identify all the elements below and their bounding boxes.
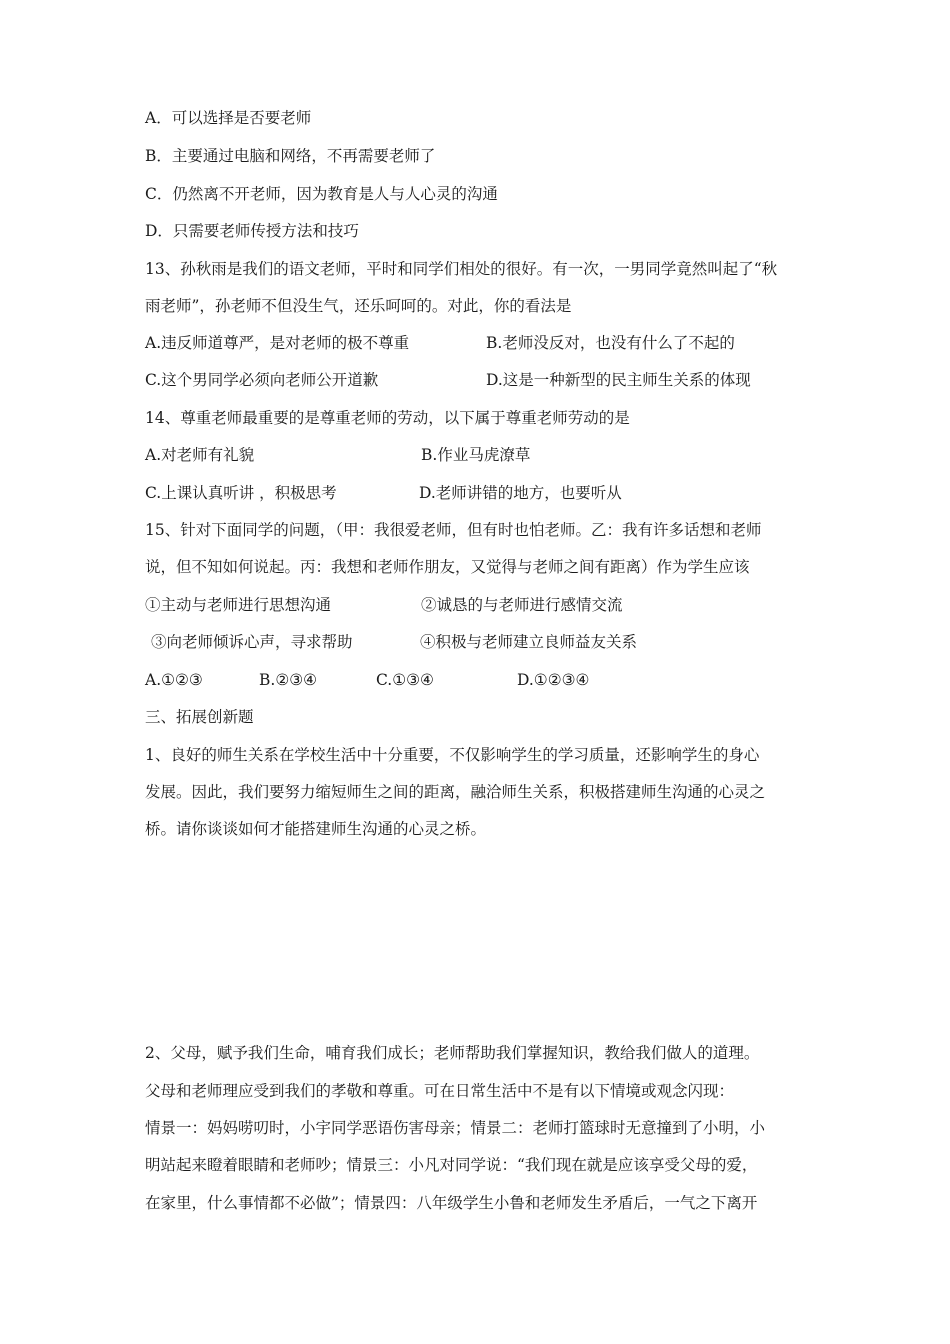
q14-option-c: C.上课认真听讲 ，积极思考 bbox=[145, 484, 337, 502]
s3-q2-line3: 情景一：妈妈唠叨时，小宇同学恶语伤害母亲；情景二：老师打篮球时无意撞到了小明，小 bbox=[145, 1119, 766, 1137]
q12-option-b: B．主要通过电脑和网络，不再需要老师了 bbox=[145, 147, 436, 165]
q14-stem: 14、尊重老师最重要的是尊重老师的劳动，以下属于尊重老师劳动的是 bbox=[145, 409, 630, 427]
s3-q1-line2: 发展。因此，我们要努力缩短师生之间的距离，融洽师生关系，积极搭建师生沟通的心灵之 bbox=[145, 783, 766, 801]
q15-item-2: ②诚恳的与老师进行感情交流 bbox=[421, 596, 623, 614]
q13-option-b: B.老师没反对，也没有什么了不起的 bbox=[486, 334, 735, 352]
q15-stem-line1: 15、针对下面同学的问题，（甲：我很爱老师，但有时也怕老师。乙：我有许多话想和老师 bbox=[145, 521, 762, 539]
s3-q1-line3: 桥。请你谈谈如何才能搭建师生沟通的心灵之桥。 bbox=[145, 820, 487, 838]
q15-option-c: C.①③④ bbox=[376, 671, 434, 689]
s3-q1-line1: 1、良好的师生关系在学校生活中十分重要，不仅影响学生的学习质量，还影响学生的身心 bbox=[145, 746, 760, 764]
q15-option-d: D.①②③④ bbox=[517, 671, 590, 689]
q15-option-a: A.①②③ bbox=[145, 671, 203, 689]
q12-option-a: A．可以选择是否要老师 bbox=[145, 109, 312, 127]
q15-item-4: ④积极与老师建立良师益友关系 bbox=[420, 633, 638, 651]
q15-item-1: ①主动与老师进行思想沟通 bbox=[145, 596, 332, 614]
q12-option-c: C．仍然离不开老师，因为教育是人与人心灵的沟通 bbox=[145, 185, 498, 203]
q14-option-b: B.作业马虎潦草 bbox=[421, 446, 531, 464]
q14-option-a: A.对老师有礼貌 bbox=[145, 446, 255, 464]
q15-option-b: B.②③④ bbox=[259, 671, 318, 689]
q15-stem-line2: 说，但不知如何说起。丙：我想和老师作朋友，又觉得与老师之间有距离）作为学生应该 bbox=[145, 558, 750, 576]
q14-option-d: D.老师讲错的地方，也要听从 bbox=[419, 484, 622, 502]
q13-stem-line2: 雨老师”，孙老师不但没生气，还乐呵呵的。对此，你的看法是 bbox=[145, 297, 572, 315]
q13-option-a: A.违反师道尊严，是对老师的极不尊重 bbox=[145, 334, 410, 352]
q15-item-3: ③向老师倾诉心声，寻求帮助 bbox=[151, 633, 353, 651]
section-heading: 三、拓展创新题 bbox=[145, 708, 254, 726]
s3-q2-line4: 明站起来瞪着眼睛和老师吵；情景三：小凡对同学说：“我们现在就是应该享受父母的爱， bbox=[145, 1156, 758, 1174]
q13-option-d: D.这是一种新型的民主师生关系的体现 bbox=[486, 371, 751, 389]
s3-q2-line2: 父母和老师理应受到我们的孝敬和尊重。可在日常生活中不是有以下情境或观念闪现： bbox=[145, 1082, 735, 1100]
q13-option-c: C.这个男同学必须向老师公开道歉 bbox=[145, 371, 379, 389]
s3-q2-line1: 2、父母，赋予我们生命，哺育我们成长；老师帮助我们掌握知识，教给我们做人的道理。 bbox=[145, 1044, 760, 1062]
q13-stem-line1: 13、孙秋雨是我们的语文老师，平时和同学们相处的很好。有一次，一男同学竟然叫起了“秋 bbox=[145, 260, 778, 278]
s3-q2-line5: 在家里，什么事情都不必做”；情景四：八年级学生小鲁和老师发生矛盾后，一气之下离开 bbox=[145, 1194, 758, 1212]
q12-option-d: D．只需要老师传授方法和技巧 bbox=[145, 222, 359, 240]
